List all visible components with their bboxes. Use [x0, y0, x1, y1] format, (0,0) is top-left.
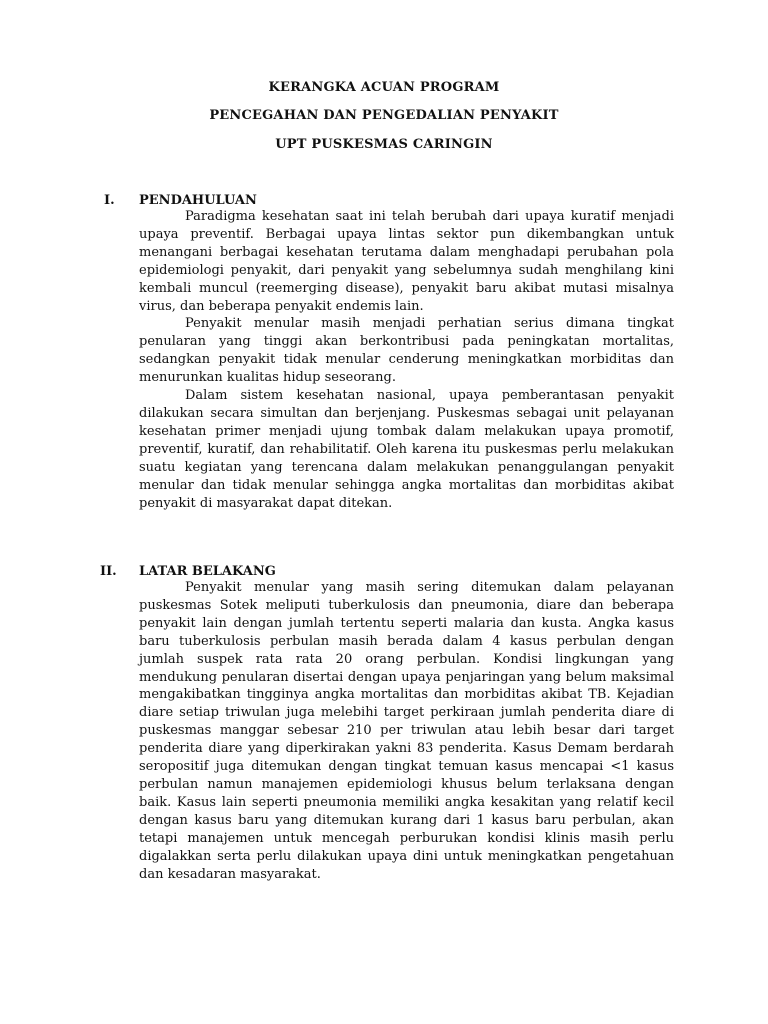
document-title: KERANGKA ACUAN PROGRAM: [268, 80, 500, 95]
section-body: [139, 579, 674, 883]
section-number: II.: [100, 564, 117, 579]
section-heading: LATAR BELAKANG: [139, 564, 276, 579]
section-number: I.: [104, 193, 115, 208]
paragraph: Dalam sistem kesehatan nasional, upaya pemberantasan penyakit dilakukan secara simultan dan berjenjang. Puskesmas sebagai unit pelayanan kesehatan primer menjadi ujung tombak dalam melakukan upaya promotif, preventif, kuratif, dan rehabilitatif. Oleh karena itu puskesmas perlu melakukan suatu kegiatan yang terencana dalam melakukan penanggulangan penyakit menular dan tidak menular sehingga angka mortalitas dan morbiditas akibat penyakit di masyarakat dapat ditekan.: [139, 388, 674, 511]
document-organization: UPT PUSKESMAS CARINGIN: [275, 137, 493, 152]
paragraph: Penyakit menular masih menjadi perhatian serius dimana tingkat penularan yang tinggi akan berkontribusi pada peningkatan mortalitas, sedangkan penyakit tidak menular cenderung meningkatkan morbiditas dan menurunkan kualitas hidup seseorang.: [139, 316, 674, 386]
document-subtitle: PENCEGAHAN DAN PENGEDALIAN PENYAKIT: [209, 108, 559, 123]
section-heading: PENDAHULUAN: [139, 193, 257, 208]
paragraph: Penyakit menular yang masih sering ditemukan dalam pelayanan puskesmas Sotek meliputi tuberkulosis dan pneumonia, diare dan beberapa penyakit lain dengan jumlah tertentu seperti malaria dan kusta. Angka kasus baru tuberkulosis perbulan masih berada dalam 4 kasus perbulan dengan jumlah suspek rata rata 20 orang perbulan. Kondisi lingkungan yang mendukung penularan disertai dengan upaya penjaringan yang belum maksimal mengakibatkan tingginya angka mortalitas dan morbiditas akibat TB. Kejadian diare setiap triwulan juga melebihi target perkiraan jumlah penderita diare di puskesmas manggar sebesar 210 per triwulan atau lebih besar dari target penderita diare yang diperkirakan yakni 83 penderita. Kasus Demam berdarah seropositif juga ditemukan dengan tingkat temuan kasus mencapai <1 kasus perbulan namun manajemen epidemiologi khusus belum terlaksana dengan baik. Kasus lain seperti pneumonia memiliki angka kesakitan yang relatif kecil dengan kasus baru yang ditemukan kurang dari 1 kasus baru perbulan, akan tetapi manajemen untuk mencegah perburukan kondisi klinis masih perlu digalakkan serta perlu dilakukan upaya dini untuk meningkatkan pengetahuan dan kesadaran masyarakat.: [139, 580, 674, 882]
section-body: [139, 208, 674, 512]
paragraph: Paradigma kesehatan saat ini telah berubah dari upaya kuratif menjadi upaya preventif. Berbagai upaya lintas sektor pun dikembangkan untuk menangani berbagai kesehatan terutama dalam menghadapi perubahan pola epidemiologi penyakit, dari penyakit yang sebelumnya sudah menghilang kini kembali muncul (reemerging disease), penyakit baru akibat mutasi misalnya virus, dan beberapa penyakit endemis lain.: [139, 209, 674, 314]
